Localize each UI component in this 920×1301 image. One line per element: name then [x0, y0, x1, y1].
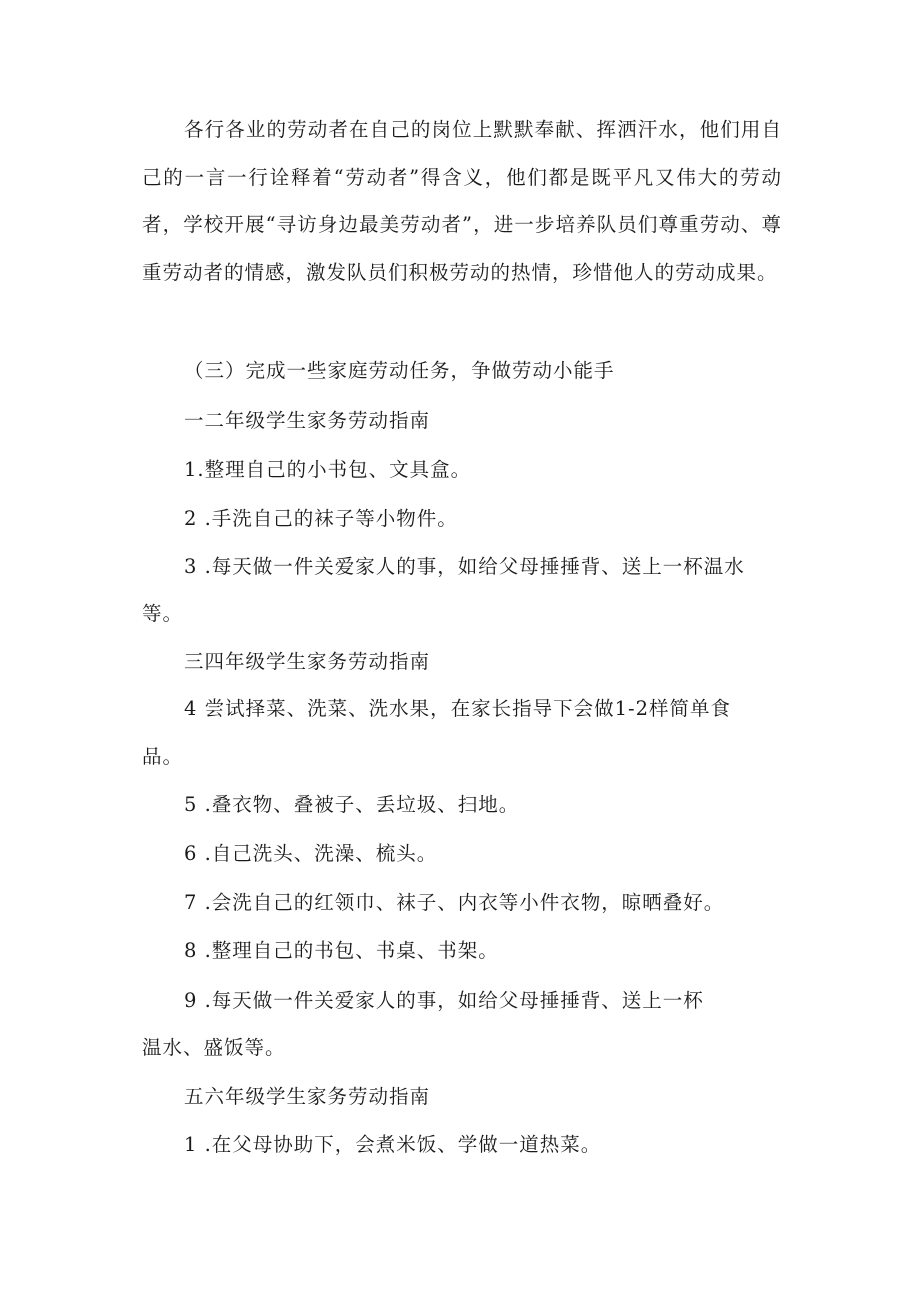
- group-2-item-8: 8 .整理自己的书包、书桌、书架。: [184, 939, 499, 962]
- group-2-item-5: 5 .叠衣物、叠被子、丢垃圾、扫地。: [184, 793, 520, 816]
- group-2-item-4: 4 尝试择菜、洗菜、洗水果，在家长指导下会做1-2样简单食: [184, 697, 732, 720]
- group-2-item-6: 6 .自己洗头、洗澡、梳头。: [184, 842, 438, 865]
- group-3-item-1: 1 .在父母协助下，会煮米饭、学做一道热菜。: [184, 1133, 602, 1156]
- group-1-item-1: 1.整理自己的小书包、文具盒。: [184, 458, 472, 481]
- group-1-item-3-cont: 等。: [142, 602, 184, 625]
- group-1-item-3: 3 .每天做一件关爱家人的事，如给父母捶捶背、送上一杯温水: [184, 555, 745, 578]
- group-1-title: 一二年级学生家务劳动指南: [184, 409, 431, 432]
- section-heading: （三）完成一些家庭劳动任务，争做劳动小能手: [184, 359, 615, 382]
- group-1-item-2: 2 .手洗自己的袜子等小物件。: [184, 507, 458, 530]
- group-2-item-7: 7 .会洗自己的红领巾、袜子、内衣等小件衣物，晾晒叠好。: [184, 891, 725, 914]
- group-2-title: 三四年级学生家务劳动指南: [184, 650, 431, 673]
- group-2-item-4-cont: 品。: [142, 745, 184, 768]
- intro-paragraph: 各行各业的劳动者在自己的岗位上默默奉献、挥洒汗水，他们用自己的一言一行诠释着“劳动者”得含义，他们都是既平凡又伟大的劳动者，学校开展“寻访身边最美劳动者”，进一步培养队员们尊重劳动、尊重劳动者的情感，激发队员们积极劳动的热情，珍惜他人的劳动成果。: [142, 118, 782, 284]
- group-2-item-9: 9 .每天做一件关爱家人的事，如给父母捶捶背、送上一杯: [184, 989, 704, 1012]
- group-3-title: 五六年级学生家务劳动指南: [184, 1085, 431, 1108]
- group-2-item-9-cont: 温水、盛饭等。: [142, 1036, 286, 1059]
